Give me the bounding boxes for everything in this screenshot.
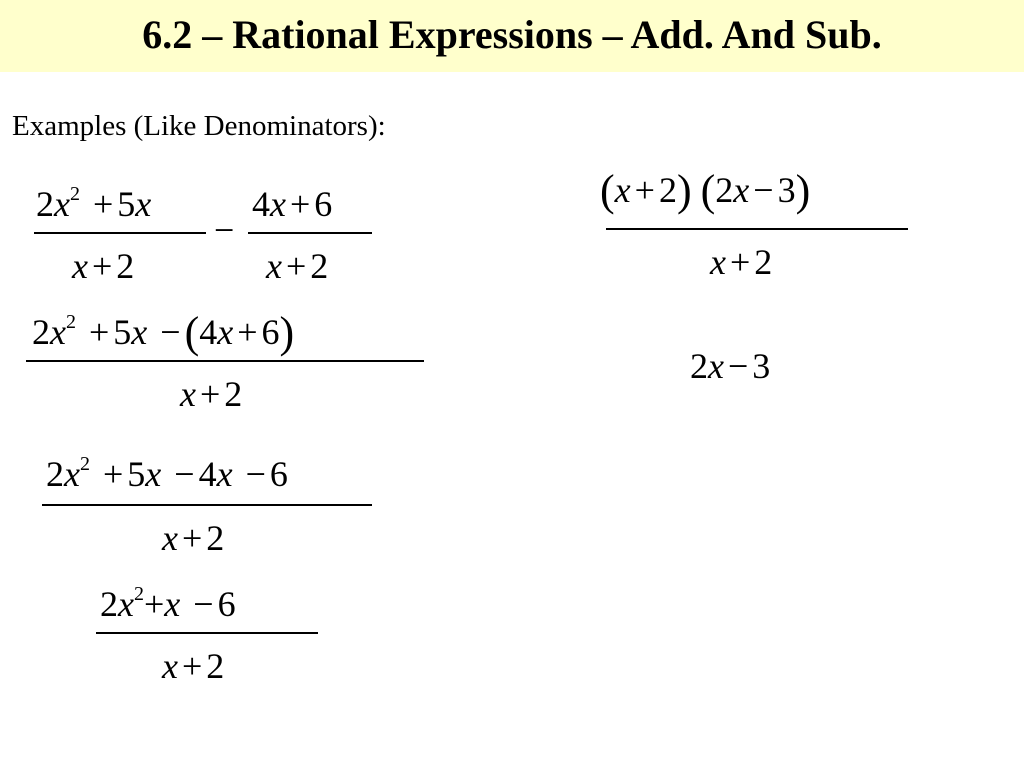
step1-denominator-right: x + 2: [266, 246, 329, 286]
step3-fraction-bar: [42, 504, 372, 506]
step2-denominator: x + 2: [180, 374, 243, 414]
step1-fraction-bar-right: [248, 232, 372, 234]
examples-heading: Examples (Like Denominators):: [12, 110, 386, 142]
step1-numerator-right: 4x + 6: [252, 184, 333, 224]
step1-numerator-left: $2x^2 + 5x$: [36, 183, 152, 224]
factored-numerator: (x + 2) (2x − 3): [600, 166, 811, 215]
step4-numerator: $2x^2+x - 6$: [100, 583, 236, 624]
step4-fraction-bar: [96, 632, 318, 634]
step1-denominator-left: x + 2: [72, 246, 135, 286]
step3-denominator: x + 2: [162, 518, 225, 558]
final-answer: 2x − 3: [690, 346, 771, 386]
step1-fraction-bar-left: [34, 232, 206, 234]
factored-fraction-bar: [606, 228, 908, 230]
slide-title: 6.2 – Rational Expressions – Add. And Sub.: [142, 12, 882, 57]
step3-numerator: $2x^2 + 5x - 4x - 6$: [46, 453, 288, 494]
step2-fraction-bar: [26, 360, 424, 362]
factored-denominator: x + 2: [710, 242, 773, 282]
step1-minus-sign: −: [214, 210, 235, 250]
step2-numerator: $2x^2 + 5x -(4x + 6)$: [32, 308, 295, 357]
step4-denominator: x + 2: [162, 646, 225, 686]
